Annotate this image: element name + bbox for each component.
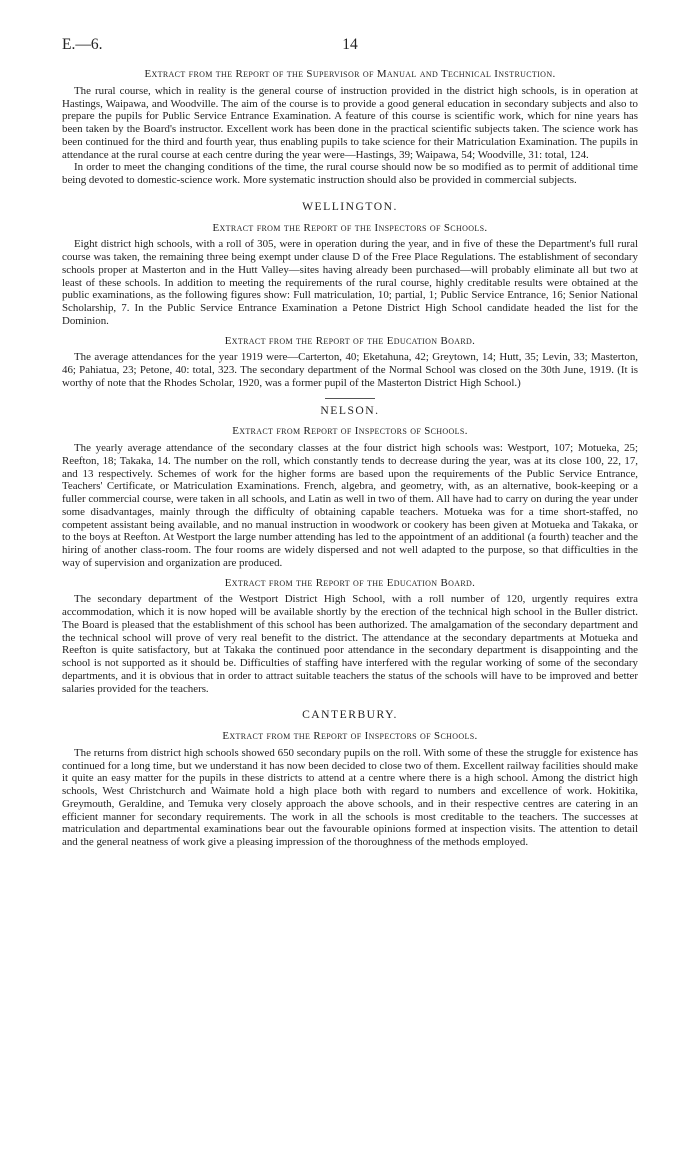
section-title-nelson: NELSON.: [320, 403, 380, 417]
nelson-board-paragraph: The secondary department of the Westport District High School, with a roll number of 120, urgently requires extra accommodation, which it is now hoped will be available shortly by the erection of the technical high school in the Buller district. The Board is pleased that the establishment of this school has been authorized. The amalgamation of the secondary department and the technical school will prove of very real benefit to the district. The attendance at the secondary departments at Motueka and Reefton is quite satisfactory, but at Takaka the continued poor attendance in the secondary department is disappointing and the school is not supported as it should be. Difficulties of staffing have interfered with the regular working of some of the secondary departments, and it is obvious that in order to attract suitable teachers the status of the schools will have to be improved and better salaries provided for the teachers.: [62, 593, 638, 695]
intro-paragraph: The rural course, which in reality is the general course of instruction provided in the district high schools, is in operation at Hastings, Waipawa, and Woodville. The aim of the course is to provide a good general education in secondary subjects and also to prepare the pupils for Public Service Entrance Examination. A feature of this course is scientific work, which for nine years has been taken by the Board's instructor. Excellent work has been done in the practical scientific subjects taken. The science work has been continued for the third and fourth year, thus enabling pupils to take science for their Matriculation Examination. The pupils in attendance at the rural course at each centre during the year were—Hastings, 39; Waipawa, 54; Woodville, 31: total, 124.: [62, 84, 638, 161]
wellington-inspectors-paragraph: Eight district high schools, with a roll of 305, were in operation during the year, and in five of these the Department's full rural course was taken, the remaining three being exempt under clause D of the Free Place Regulations. The establishment of secondary schools proper at Masterton and in the Hutt Valley—sites having already been purchased—will probably eliminate all but two at least of these schools. In addition to meeting the requirements of the rural course, highly creditable results were obtained at the public examinations, as the following figures show: Full matriculation, 10; partial, 1; Public Service Entrance, 16; Senior National Scholarship, 7. In the Public Service Entrance Examination a Petone District High School candidate headed the list for the Dominion.: [62, 238, 638, 327]
intro-heading: Extract from the Report of the Supervisor of Manual and Technical Instruction.: [144, 68, 556, 80]
document-reference: E.—6.: [62, 36, 103, 53]
canterbury-inspectors-paragraph: The returns from district high schools showed 650 secondary pupils on the roll. With some of these the struggle for existence has continued for a long time, but we understand it has now been decided to close two of them. Excellent railway facilities should make it quite an easy matter for the pupils in these districts to attend at a centre where there is a high school. Among the district high schools, West Christchurch and Waimate hold a high place both with regard to numbers and excellence of work. Hokitika, Greymouth, Geraldine, and Temuka very closely approach the above schools, and in their respective centres are catering in an efficient manner for secondary requirements. The work in all the schools is most creditable to the teachers. The successes at matriculation and departmental examinations bear out the favourable opinions formed at inspection visits. The attention to detail and the general neatness of work give a pleasing impression of the thoroughness of the methods employed.: [62, 746, 638, 848]
canterbury-inspectors-heading: Extract from the Report of Inspectors of Schools.: [222, 730, 478, 742]
section-title-canterbury: CANTERBURY.: [302, 708, 398, 722]
wellington-inspectors-heading: Extract from the Report of the Inspectors of Schools.: [212, 221, 488, 234]
page-header: [62, 36, 638, 58]
wellington-board-heading: Extract from the Report of the Education Board.: [224, 334, 476, 347]
intro-paragraph: In order to meet the changing conditions of the time, the rural course should now be so modified as to permit of additional time being devoted to domestic-science work. More systematic instruction should also be provided in commercial subjects.: [62, 161, 638, 186]
section-divider: [325, 398, 375, 399]
nelson-inspectors-heading: Extract from Report of Inspectors of Schools.: [232, 425, 468, 438]
section-title-wellington: WELLINGTON.: [302, 199, 398, 213]
document-body: [62, 68, 638, 849]
nelson-inspectors-paragraph: The yearly average attendance of the secondary classes at the four district high schools was: Westport, 107; Motueka, 25; Reefton, 18; Takaka, 14. The number on the roll, which constantly tends to decrease during the year, was at its close 100, 22, 17, and 13 respectively. Schemes of work for the higher forms are based upon the requirements of the Public Service Entrance, Teachers' Certificate, or Matriculation Examinations. French, algebra, and geometry, with, as an alternative, book-keeping or a fuller commercial course, were taken in all schools, and Latin as well in two of them. All have had to carry on during the year under some disadvantages, mainly through the difficulty of obtaining capable teachers. Motueka was for a time short-staffed, no competent assistant being available, and no manual instruction in woodwork or cookery has been given at Motueka and Takaka, or to the boys at Reefton. At Westport the large number attending has led to the appointment of an additional (a fourth) teacher and the hiring of another class-room. The four rooms are widely dispersed and not well adapted to the purpose, so that difficulties in the way of supervision and organization are produced.: [62, 442, 638, 569]
nelson-board-heading: Extract from the Report of the Education Board.: [224, 576, 476, 589]
wellington-board-paragraph: The average attendances for the year 1919 were—Carterton, 40; Eketahuna, 42; Greytown, 14; Hutt, 35; Levin, 33; Masterton, 46; Pahiatua, 23; Petone, 40: total, 323. The secondary department of the Normal School was closed on the 30th June, 1919. (It is worthy of note that the Rhodes Scholar, 1920, was a former pupil of the Masterton District High School.): [62, 351, 638, 389]
page-number: 14: [342, 36, 358, 53]
